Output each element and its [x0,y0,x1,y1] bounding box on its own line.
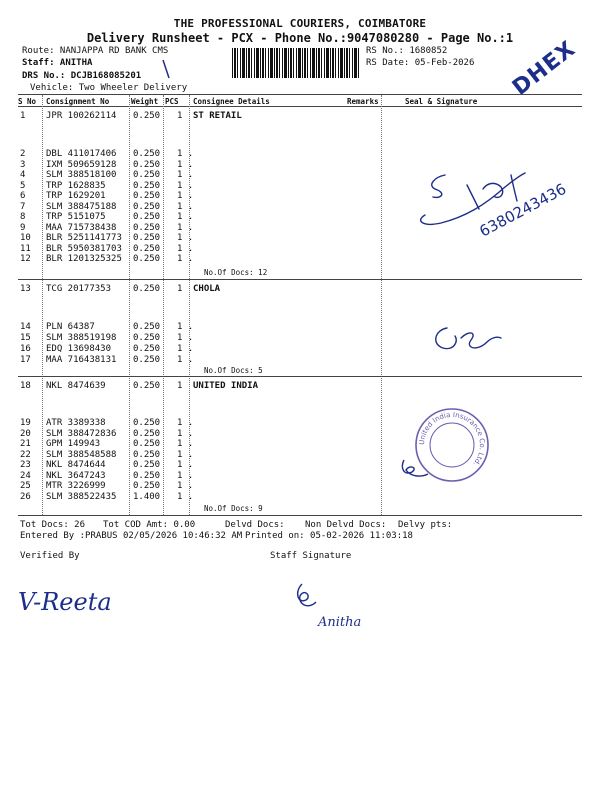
row-pcs: 1 . [177,170,194,180]
row-weight: 0.250 [133,111,161,121]
staff-signature-label: Staff Signature [270,551,352,561]
row-pcs: 1 [177,284,183,294]
row-consignment: SLM 388548588 [46,449,117,460]
row-sno: 13 [20,284,31,294]
row-sno: 23 [20,460,31,470]
row-consignment: BLR 5950381703 [46,243,122,254]
col-header-weight: Weight [131,97,159,106]
row-weight: 0.250 [133,481,161,491]
row-consignment: SLM 388522435 [46,491,117,502]
runsheet-subtitle: Delivery Runsheet - PCX - Phone No.:9047080280 - Page No.:1 [86,31,514,45]
row-sno: 11 [20,243,31,254]
row-pcs: 1 . [177,243,194,254]
row-sno: 12 [20,254,31,264]
row-sno: 21 [20,439,31,449]
row-pcs: 1 . [177,418,194,428]
row-consignment: MAA 715738438 [46,222,117,233]
row-sno: 17 [20,355,31,365]
row-weight: 0.250 [133,381,161,391]
no-of-docs: No.Of Docs: 9 [204,504,263,513]
row-pcs: 1 . [177,439,194,449]
row-weight: 0.250 [133,418,161,428]
row-consignment: TRP 1628835 [46,180,106,191]
entered-by: Entered By :PRABUS 02/05/2026 10:46:32 AM [20,531,243,541]
row-pcs: 1 . [177,149,194,159]
row-sno: 18 [20,381,31,391]
row-pcs: 1 . [177,322,194,332]
row-consignment: SLM 388475188 [46,201,117,212]
col-header-pcs: PCS [165,97,179,106]
row-weight: 0.250 [133,428,161,439]
printed-on: Printed on: 05-02-2026 11:03:18 [245,531,413,541]
row-weight: 0.250 [133,322,161,332]
group-rule [18,279,582,280]
consignee-name: ST RETAIL [193,111,242,121]
row-consignment: SLM 388472836 [46,428,117,439]
row-sno: 14 [20,322,31,332]
row-consignment: NKL 8474644 [46,460,106,470]
no-of-docs: No.Of Docs: 5 [204,366,263,375]
row-consignment: JPR 100262114 [46,111,117,121]
row-sno: 4 [20,170,26,180]
row-consignment: TCG 20177353 [46,284,112,294]
row-weight: 0.250 [133,170,161,180]
row-consignment: NKL 8474639 [46,381,106,391]
row-consignment: DBL 411017406 [46,149,117,159]
staff-signature-text: Anitha [318,615,362,630]
row-sno: 19 [20,418,31,428]
row-consignment: SLM 388518100 [46,170,117,180]
verifier-signature [14,572,124,628]
row-pcs: 1 . [177,460,194,470]
rs-number: RS No.: 1680852 [366,46,448,56]
row-sno: 25 [20,481,31,491]
row-sno: 3 [20,159,26,170]
row-sno: 10 [20,233,31,243]
row-weight: 0.250 [133,460,161,470]
consignee-signature-2 [425,318,505,358]
col-header-seal: Seal & Signature [405,97,478,106]
row-pcs: 1 . [177,222,194,233]
row-sno: 24 [20,470,31,481]
col-sep [129,95,130,515]
vehicle-label: Vehicle: Two Wheeler Delivery [30,83,188,93]
handwritten-phone: 6380243436 [476,179,570,241]
row-pcs: 1 . [177,428,194,439]
row-consignment: MTR 3226999 [46,481,106,491]
seal-text: United India Insurance Co. Ltd. [417,410,487,468]
row-sno: 26 [20,491,31,502]
col-header-consignment: Consignment No [46,97,110,106]
col-sep [42,95,43,515]
consignee-signature-1 [405,165,570,255]
delivery-points: Delvy pts: [398,520,453,530]
row-sno: 20 [20,428,31,439]
row-pcs: 1 . [177,233,194,243]
row-sno: 9 [20,222,26,233]
consignee-name: UNITED INDIA [193,381,259,391]
row-pcs: 1 . [177,159,194,170]
col-header-sno: S No [18,97,37,106]
row-pcs: 1 . [177,481,194,491]
row-pcs: 1 . [177,254,194,264]
non-delivered-docs: Non Delvd Docs: [305,520,387,530]
row-consignment: TRP 1629201 [46,191,106,201]
col-sep [163,95,164,515]
row-weight: 0.250 [133,233,161,243]
table-bottom-rule [18,515,582,516]
table-top-rule [18,94,582,95]
row-weight: 0.250 [133,180,161,191]
row-pcs: 1 . [177,201,194,212]
row-weight: 0.250 [133,243,161,254]
row-sno: 22 [20,449,31,460]
row-pcs: 1 . [177,333,194,343]
row-consignment: BLR 1201325325 [46,254,122,264]
row-sno: 7 [20,201,26,212]
row-pcs: 1 . [177,212,194,222]
row-weight: 0.250 [133,149,161,159]
row-consignment: BLR 5251141773 [46,233,122,243]
row-weight: 0.250 [133,159,161,170]
row-sno: 1 [20,111,26,121]
row-pcs: 1 . [177,344,194,354]
row-consignment: TRP 5151075 [46,212,106,222]
row-weight: 0.250 [133,201,161,212]
row-pcs: 1 . [177,470,194,481]
row-pcs: 1 . [177,491,194,502]
row-weight: 0.250 [133,212,161,222]
row-consignment: EDQ 13698430 [46,344,112,354]
row-weight: 0.250 [133,439,161,449]
corner-stamp: DHEX [508,36,581,101]
row-weight: 0.250 [133,333,161,343]
total-docs: Tot Docs: 26 [20,520,86,530]
table-header-rule [18,106,582,107]
verifier-signature-text: V-Reeta [18,588,112,616]
verified-by-label: Verified By [20,551,80,561]
total-cod: Tot COD Amt: 0.00 [103,520,196,530]
staff-label: Staff: ANITHA [22,58,93,68]
row-consignment: PLN 64387 [46,322,95,332]
row-sno: 2 [20,149,26,159]
consignee-name: CHOLA [193,284,221,294]
row-sno: 15 [20,333,31,343]
no-of-docs: No.Of Docs: 12 [204,268,268,277]
row-consignment: MAA 716438131 [46,355,117,365]
staff-signature [290,578,380,638]
row-sno: 5 [20,180,26,191]
row-pcs: 1 . [177,180,194,191]
row-weight: 0.250 [133,355,161,365]
row-consignment: IXM 509659128 [46,159,117,170]
route-label: Route: NANJAPPA RD BANK CMS [22,46,169,56]
drs-label: DRS No.: DCJB168085201 [22,71,142,81]
row-pcs: 1 . [177,355,194,365]
ink-tick-mark [160,58,174,80]
company-seal [392,400,512,490]
row-consignment: ATR 3389338 [46,418,106,428]
delivered-docs: Delvd Docs: [225,520,285,530]
rs-date: RS Date: 05-Feb-2026 [366,58,475,68]
row-consignment: SLM 388519198 [46,333,117,343]
row-weight: 0.250 [133,254,161,264]
row-pcs: 1 [177,381,183,391]
col-sep [381,95,382,515]
row-weight: 0.250 [133,449,161,460]
row-weight: 0.250 [133,222,161,233]
company-title: THE PROFESSIONAL COURIERS, COIMBATORE [173,17,427,30]
row-sno: 6 [20,191,26,201]
row-weight: 0.250 [133,284,161,294]
col-header-consignee: Consignee Details [193,97,270,106]
row-pcs: 1 [177,111,183,121]
row-weight: 0.250 [133,344,161,354]
row-sno: 16 [20,344,31,354]
row-consignment: NKL 3647243 [46,470,106,481]
row-weight: 0.250 [133,470,161,481]
row-consignment: GPM 149943 [46,439,101,449]
group-rule [18,376,582,377]
row-weight: 1.400 [133,491,161,502]
row-pcs: 1 . [177,191,194,201]
row-pcs: 1 . [177,449,194,460]
row-weight: 0.250 [133,191,161,201]
barcode [232,48,360,78]
row-sno: 8 [20,212,26,222]
col-header-remarks: Remarks [347,97,379,106]
